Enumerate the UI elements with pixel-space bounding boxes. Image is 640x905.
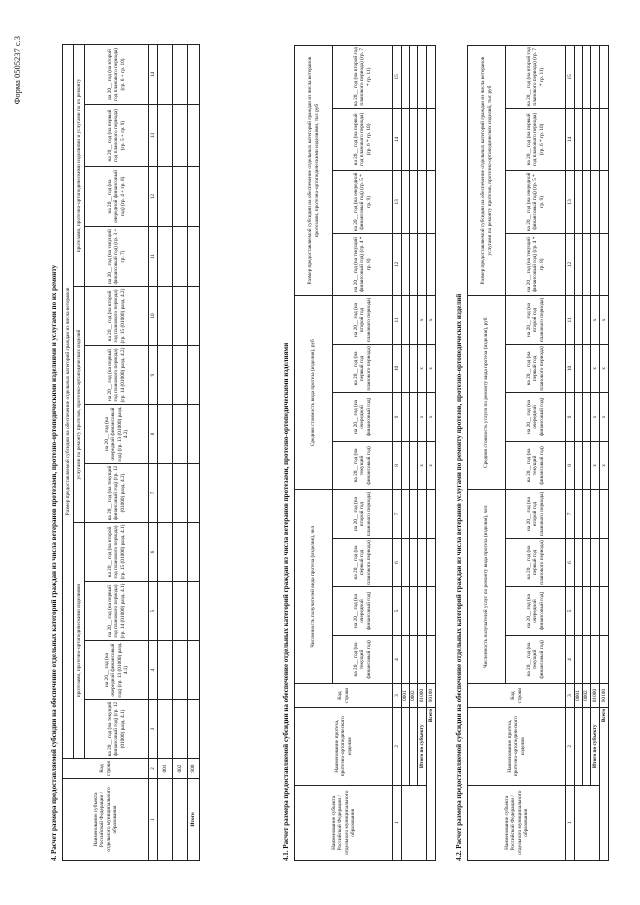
value-cell[interactable] — [600, 490, 609, 539]
value-cell[interactable] — [173, 405, 188, 464]
value-cell[interactable] — [402, 635, 410, 684]
item-cell[interactable] — [410, 707, 418, 785]
section-4-table — [62, 44, 200, 861]
form-code: Форма 0505237 с.3 — [12, 36, 22, 105]
col-number: 5 — [393, 587, 402, 636]
header-col-10: на 20__ год (на первый год планового периода) — [333, 344, 393, 393]
header-col-15: на 20__ год (на второй год планового периода) (гр. 7 * гр. 11) — [333, 46, 393, 109]
value-cell[interactable] — [591, 490, 600, 539]
x-mark: x — [591, 296, 600, 345]
value-cell[interactable] — [158, 582, 173, 641]
value-cell[interactable] — [583, 171, 591, 234]
value-cell[interactable] — [158, 641, 173, 700]
header-col-12: на 20__ год (на текущий финансовый год) (гр. 4 * гр. 8) — [506, 233, 566, 296]
header-col-14: на 20__ год (на второй год планового периода) (гр. 6 + гр. 10) — [85, 44, 149, 104]
row-code: 001 — [158, 759, 173, 779]
header-subsidy-size: Размер предоставляемой субсидии на обеспечение отдельных категорий граждан из числа ветеранов протезами, протезно-ортопедическими изделиями, тыс руб — [295, 46, 333, 296]
value-cell[interactable] — [173, 44, 188, 104]
row-code: 01000 — [418, 684, 427, 708]
header-col-13: на 20__ год (на очередной финансовый год) (гр. 5 * гр. 9) — [506, 171, 566, 234]
col-number: 8 — [149, 405, 158, 464]
x-mark: x — [591, 393, 600, 442]
value-cell[interactable] — [591, 46, 600, 109]
value-cell[interactable] — [575, 393, 583, 442]
value-cell[interactable] — [575, 538, 583, 587]
value-cell[interactable] — [591, 233, 600, 296]
x-mark: x — [600, 344, 609, 393]
subject-cell[interactable] — [158, 779, 173, 861]
header-col-11: на 20__ год (на текущий финансовый год) (гр. 3 + гр. 7) — [85, 227, 149, 287]
col-number: 4 — [149, 641, 158, 700]
value-cell[interactable] — [402, 490, 410, 539]
header-col-12: на 20__ год (на очередной финансовый год) (гр. 4 + гр. 8) — [85, 167, 149, 227]
value-cell[interactable] — [600, 46, 609, 109]
value-cell[interactable] — [188, 464, 200, 523]
col-number: 4 — [393, 635, 402, 684]
value-cell[interactable] — [158, 700, 173, 759]
x-mark: x — [427, 344, 436, 393]
x-mark: x — [600, 296, 609, 345]
value-cell[interactable] — [575, 441, 583, 490]
value-cell[interactable] — [410, 538, 418, 587]
col-number: 1 — [393, 785, 402, 860]
total-row — [188, 44, 200, 860]
header-col-4: на 20__ год (на очередной финансовый год) (гр. 13 (01000) разд. 4.1) — [85, 641, 149, 700]
value-cell[interactable] — [158, 44, 173, 104]
value-cell[interactable] — [600, 108, 609, 171]
col-number: 15 — [393, 46, 402, 109]
value-cell[interactable] — [188, 523, 200, 582]
value-cell[interactable] — [410, 635, 418, 684]
value-cell[interactable] — [158, 287, 173, 346]
value-cell[interactable] — [402, 171, 410, 234]
value-cell[interactable] — [591, 635, 600, 684]
value-cell[interactable] — [188, 700, 200, 759]
x-mark: x — [600, 393, 609, 442]
col-number: 1 — [566, 785, 575, 860]
header-item: Наименование протеза, протезно-ортопедического изделия — [295, 707, 393, 785]
value-cell[interactable] — [418, 538, 427, 587]
x-mark: x — [427, 393, 436, 442]
value-cell[interactable] — [427, 108, 436, 171]
col-number: 10 — [566, 344, 575, 393]
value-cell[interactable] — [583, 538, 591, 587]
value-cell[interactable] — [418, 108, 427, 171]
value-cell[interactable] — [173, 464, 188, 523]
col-number: 10 — [149, 287, 158, 346]
value-cell[interactable] — [410, 587, 418, 636]
value-cell[interactable] — [410, 296, 418, 345]
col-number: 2 — [566, 707, 575, 785]
value-cell[interactable] — [418, 233, 427, 296]
value-cell[interactable] — [591, 538, 600, 587]
header-col-11: на 20__ год (на второй год планового периода) — [333, 296, 393, 345]
header-col-7: на 20__ год (на второй год планового периода) — [506, 490, 566, 539]
table-row — [402, 46, 410, 861]
header-code: Код строки — [468, 684, 566, 708]
header-col-6: на 20__ год (на второй год планового периода) (гр. 15 (01000) разд. 4.1) — [85, 523, 149, 582]
col-number: 9 — [149, 346, 158, 405]
value-cell[interactable] — [402, 46, 410, 109]
col-number: 11 — [393, 296, 402, 345]
value-cell[interactable] — [575, 233, 583, 296]
value-cell[interactable] — [173, 287, 188, 346]
section-4-2-table — [467, 45, 609, 861]
col-number: 12 — [393, 233, 402, 296]
header-col-3: на 20__ год (на текущий финансовый год) (гр. 12 (01000) разд. 4.1) — [85, 700, 149, 759]
col-number: 5 — [149, 582, 158, 641]
col-number: 13 — [566, 171, 575, 234]
value-cell[interactable] — [173, 523, 188, 582]
row-code: 0001 — [575, 684, 583, 708]
header-col-7: на 20__ год (на текущий финансовый год) (гр. 12 (01000) разд. 4.2) — [85, 464, 149, 523]
value-cell[interactable] — [427, 46, 436, 109]
header-col-7: на 20__ год (на второй год планового периода) — [333, 490, 393, 539]
value-cell[interactable] — [402, 344, 410, 393]
header-col-5: на 20__ год (на очередной финансовый год) — [333, 587, 393, 636]
value-cell[interactable] — [188, 167, 200, 227]
value-cell[interactable] — [575, 344, 583, 393]
value-cell[interactable] — [575, 587, 583, 636]
col-number: 11 — [566, 296, 575, 345]
col-number: 7 — [393, 490, 402, 539]
value-cell[interactable] — [591, 587, 600, 636]
value-cell[interactable] — [188, 582, 200, 641]
value-cell[interactable] — [158, 167, 173, 227]
section-4-1-title: 4.1. Расчет размера предоставляемой субсидии на обеспечение отдельных категорий граждан из числа ветеранов протезами, протезно-ортопедическими изделиями — [282, 342, 290, 861]
x-mark: x — [418, 393, 427, 442]
value-cell[interactable] — [188, 44, 200, 104]
row-code: 90100 — [427, 684, 436, 708]
value-cell[interactable] — [402, 538, 410, 587]
col-number: 9 — [566, 393, 575, 442]
section-4-title: 4. Расчет размера предоставляемой субсидии на обеспечение отдельных категорий граждан из числа ветеранов протезами, протезно-ортопедическими изделиями и услугами по их ремонту — [50, 264, 58, 861]
value-cell[interactable] — [158, 105, 173, 167]
value-cell[interactable] — [188, 405, 200, 464]
value-cell[interactable] — [583, 635, 591, 684]
value-cell[interactable] — [173, 227, 188, 287]
header-col-11: на 20__ год (на второй год планового периода) — [506, 296, 566, 345]
subtotal-label: Итого по субъекту — [418, 707, 427, 785]
x-mark: x — [591, 344, 600, 393]
col-number: 14 — [566, 108, 575, 171]
value-cell[interactable] — [410, 393, 418, 442]
value-cell[interactable] — [173, 641, 188, 700]
header-subject: Наименование субъекта Российской Федерации / отдельного муниципального образования — [295, 785, 393, 860]
row-code: 0002 — [410, 684, 418, 708]
value-cell[interactable] — [418, 587, 427, 636]
value-cell[interactable] — [583, 441, 591, 490]
x-mark: x — [427, 296, 436, 345]
header-col-14: на 20__ год (на первый год планового периода) (гр. 6 * гр. 10) — [333, 108, 393, 171]
row-code: 0002 — [583, 684, 591, 708]
value-cell[interactable] — [427, 490, 436, 539]
value-cell[interactable] — [402, 233, 410, 296]
value-cell[interactable] — [188, 346, 200, 405]
header-col-14: на 20__ год (на первый год планового периода) (гр. 6 * гр. 10) — [506, 108, 566, 171]
col-number: 8 — [566, 441, 575, 490]
col-number: 12 — [149, 167, 158, 227]
value-cell[interactable] — [402, 441, 410, 490]
value-cell[interactable] — [173, 167, 188, 227]
value-cell[interactable] — [575, 296, 583, 345]
value-cell[interactable] — [583, 233, 591, 296]
header-cost: Средняя стоимость услуги по ремонту вида протеза (изделия), руб — [468, 296, 506, 490]
header-col-10: на 20__ год (на первый год планового периода) — [506, 344, 566, 393]
header-col-4: на 20__ год (на текущий финансовый год) — [506, 635, 566, 684]
col-number: 11 — [149, 227, 158, 287]
value-cell[interactable] — [173, 346, 188, 405]
header-col-4: на 20__ год (на текущий финансовый год) — [333, 635, 393, 684]
header-col-9: на 20__ год (на первый год планового периода) (гр. 14 (01000) разд. 4.2) — [85, 346, 149, 405]
value-cell[interactable] — [600, 538, 609, 587]
header-subject: Наименование субъекта Российской Федерации / отдельного муниципального образования — [468, 785, 566, 860]
value-cell[interactable] — [591, 171, 600, 234]
header-subsidy-size: Размер предоставляемой субсидии на обеспечение отдельных категорий граждан из числа ветеранов услугами по ремонту протезов, протезно-ортопедических изделий, тыс руб — [468, 46, 506, 296]
col-number: 2 — [149, 759, 158, 779]
item-cell[interactable] — [583, 707, 591, 785]
header-col-10: на 20__ год (на второй год планового периода) (гр. 15 (01000) разд. 4.2) — [85, 287, 149, 346]
col-number: 6 — [149, 523, 158, 582]
section-4-1-table — [294, 45, 436, 861]
header-col-8: на 20__ год (на очередной финансовый год) (гр. 13 (01000) разд. 4.2) — [85, 405, 149, 464]
value-cell[interactable] — [188, 105, 200, 167]
value-cell[interactable] — [402, 296, 410, 345]
value-cell[interactable] — [600, 587, 609, 636]
value-cell[interactable] — [575, 46, 583, 109]
value-cell[interactable] — [427, 538, 436, 587]
col-number: 9 — [393, 393, 402, 442]
col-number: 1 — [149, 779, 158, 861]
col-number: 4 — [566, 635, 575, 684]
col-number: 3 — [566, 684, 575, 708]
value-cell[interactable] — [158, 523, 173, 582]
value-cell[interactable] — [410, 46, 418, 109]
x-mark: x — [600, 441, 609, 490]
x-mark: x — [418, 344, 427, 393]
section-4-2-title: 4.2. Расчет размера предоставляемой субсидии на обеспечение отдельных категорий граждан из числа ветеранов услугами по ремонту протезов, протезно-ортопедических изделий — [455, 293, 463, 861]
header-col-8: на 20__ год (на текущий финансовый год) — [506, 441, 566, 490]
table-row — [575, 46, 583, 861]
x-mark: x — [591, 441, 600, 490]
x-mark: x — [418, 441, 427, 490]
table-row — [410, 46, 418, 861]
value-cell[interactable] — [402, 393, 410, 442]
value-cell[interactable] — [188, 227, 200, 287]
header-subject: Наименование субъекта Российской Федерации / отдельного муниципального образования — [63, 779, 149, 861]
item-cell[interactable] — [402, 707, 410, 785]
value-cell[interactable] — [591, 108, 600, 171]
subtotal-label: Итого по субъекту — [591, 707, 600, 785]
row-code: 90100 — [600, 684, 609, 708]
col-number: 8 — [393, 441, 402, 490]
subtotal-row — [591, 46, 600, 861]
value-cell[interactable] — [583, 490, 591, 539]
x-mark: x — [418, 296, 427, 345]
value-cell[interactable] — [427, 587, 436, 636]
col-number: 13 — [149, 105, 158, 167]
value-cell[interactable] — [583, 587, 591, 636]
value-cell[interactable] — [410, 344, 418, 393]
value-cell[interactable] — [583, 344, 591, 393]
header-subsidy-size: Размер предоставляемой субсидии на обеспечение отдельных категорий граждан из числа ветеранов — [63, 44, 74, 758]
total-label: Всего — [427, 707, 436, 860]
value-cell[interactable] — [427, 635, 436, 684]
table-row — [173, 44, 188, 860]
header-col-9: на 20__ год (на очередной финансовый год) — [333, 393, 393, 442]
header-col-8: на 20__ год (на текущий финансовый год) — [333, 441, 393, 490]
col-number: 14 — [393, 108, 402, 171]
total-label: Итого — [188, 779, 200, 861]
col-number: 6 — [393, 538, 402, 587]
subject-cell[interactable] — [575, 785, 600, 860]
header-count: Численность получателей вида протеза (изделия), чел — [295, 490, 333, 684]
value-cell[interactable] — [173, 105, 188, 167]
header-count: Численность получателей услуг по ремонту вида протеза (изделия), чел — [468, 490, 506, 684]
col-number: 5 — [566, 587, 575, 636]
header-code: Код строки — [63, 759, 149, 779]
value-cell[interactable] — [575, 490, 583, 539]
header-col-15: на 20__ год (на второй год планового периода) (гр. 7 * гр. 11) — [506, 46, 566, 109]
header-prosthesis-and-repair: протезами, протезно-ортопедическими изделиями и услугами по их ремонту — [74, 44, 85, 286]
value-cell[interactable] — [583, 296, 591, 345]
total-row — [600, 46, 609, 861]
row-code: 002 — [173, 759, 188, 779]
value-cell[interactable] — [410, 233, 418, 296]
value-cell[interactable] — [575, 171, 583, 234]
col-number: 7 — [149, 464, 158, 523]
row-code: 0001 — [402, 684, 410, 708]
value-cell[interactable] — [158, 405, 173, 464]
col-number: 10 — [393, 344, 402, 393]
value-cell[interactable] — [402, 108, 410, 171]
total-row — [427, 46, 436, 861]
value-cell[interactable] — [418, 46, 427, 109]
value-cell[interactable] — [158, 227, 173, 287]
value-cell[interactable] — [188, 287, 200, 346]
col-number: 14 — [149, 44, 158, 104]
header-repair: услугами по ремонту протезов, протезно-ортопедических изделий — [74, 287, 85, 523]
value-cell[interactable] — [427, 233, 436, 296]
value-cell[interactable] — [410, 490, 418, 539]
value-cell[interactable] — [600, 171, 609, 234]
header-col-5: на 20__ год (на очередной финансовый год) — [506, 587, 566, 636]
header-cost: Средняя стоимость вида протеза (изделия), руб — [295, 296, 333, 490]
col-number: 3 — [149, 700, 158, 759]
col-number: 7 — [566, 490, 575, 539]
table-row — [158, 44, 173, 860]
value-cell[interactable] — [158, 346, 173, 405]
subject-cell[interactable] — [402, 785, 427, 860]
col-number: 13 — [393, 171, 402, 234]
header-col-12: на 20__ год (на текущий финансовый год) (гр. 4 * гр. 8) — [333, 233, 393, 296]
col-number: 6 — [566, 538, 575, 587]
row-code: 900 — [188, 759, 200, 779]
subject-cell[interactable] — [173, 779, 188, 861]
value-cell[interactable] — [158, 464, 173, 523]
header-col-13: на 20__ год (на очередной финансовый год) (гр. 5 * гр. 9) — [333, 171, 393, 234]
value-cell[interactable] — [418, 171, 427, 234]
value-cell[interactable] — [600, 233, 609, 296]
value-cell[interactable] — [427, 171, 436, 234]
value-cell[interactable] — [173, 582, 188, 641]
value-cell[interactable] — [410, 171, 418, 234]
value-cell[interactable] — [418, 490, 427, 539]
value-cell[interactable] — [575, 635, 583, 684]
header-code: Код строки — [295, 684, 393, 708]
value-cell[interactable] — [583, 46, 591, 109]
item-cell[interactable] — [575, 707, 583, 785]
header-col-6: на 20__ год (на первый год планового периода) — [506, 538, 566, 587]
col-number: 12 — [566, 233, 575, 296]
value-cell[interactable] — [418, 635, 427, 684]
total-label: Всего — [600, 707, 609, 860]
col-number: 15 — [566, 46, 575, 109]
header-col-9: на 20__ год (на очередной финансовый год) — [506, 393, 566, 442]
col-number: 3 — [393, 684, 402, 708]
col-number: 2 — [393, 707, 402, 785]
header-item: Наименование протеза, протезно-ортопедического изделия — [468, 707, 566, 785]
header-prosthesis: протезами, протезно-ортопедическими изделиями — [74, 523, 85, 759]
value-cell[interactable] — [600, 635, 609, 684]
header-col-6: на 20__ год (на первый год планового периода) — [333, 538, 393, 587]
value-cell[interactable] — [583, 108, 591, 171]
value-cell[interactable] — [583, 393, 591, 442]
header-col-5: на 20__ год (на первый год планового периода) (гр. 14 (01000) разд. 4.1) — [85, 582, 149, 641]
subtotal-row — [418, 46, 427, 861]
value-cell[interactable] — [575, 108, 583, 171]
value-cell[interactable] — [188, 641, 200, 700]
value-cell[interactable] — [173, 700, 188, 759]
value-cell[interactable] — [410, 441, 418, 490]
value-cell[interactable] — [402, 587, 410, 636]
row-code: 01000 — [591, 684, 600, 708]
value-cell[interactable] — [410, 108, 418, 171]
x-mark: x — [427, 441, 436, 490]
table-row — [583, 46, 591, 861]
header-col-13: на 20__ год (на первый год планового периода) (гр. 5 + гр. 9) — [85, 105, 149, 167]
